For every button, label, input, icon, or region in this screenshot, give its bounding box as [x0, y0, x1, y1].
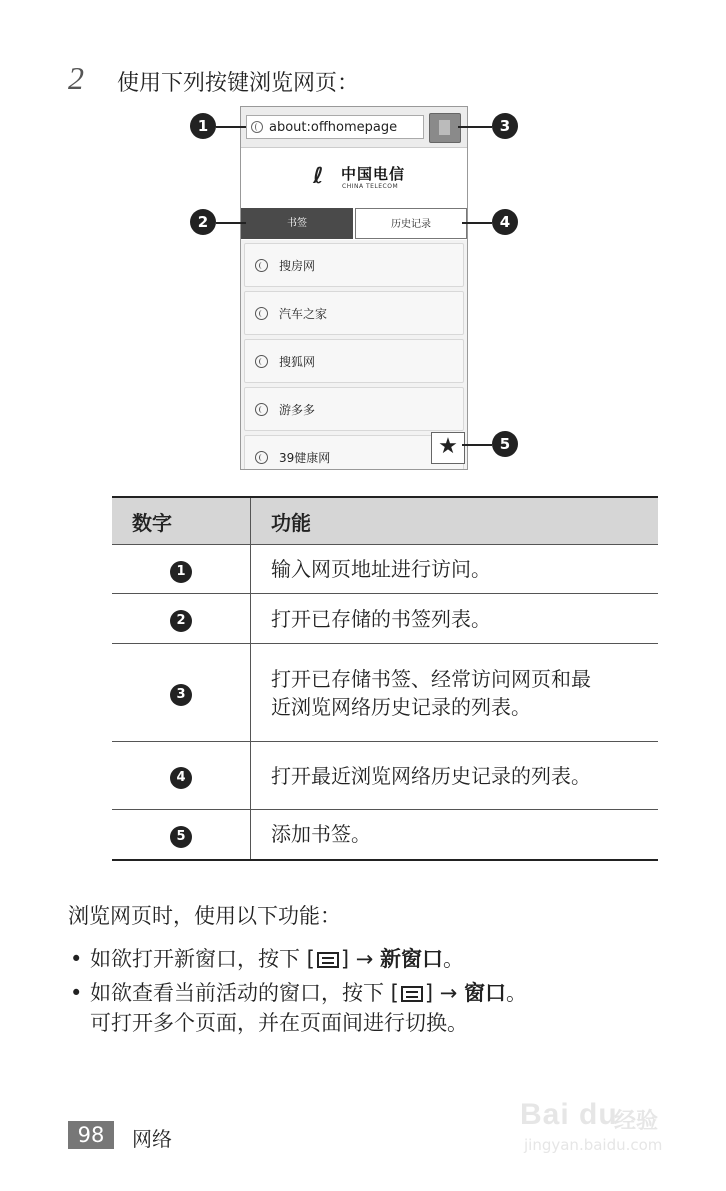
table-row	[112, 545, 658, 594]
bullet-list	[68, 944, 688, 1042]
row-function: 输入网页地址进行访问。	[251, 545, 659, 594]
row-function: 打开最近浏览网络历史记录的列表。	[251, 742, 659, 810]
intro-text: 浏览网页时，使用以下功能：	[68, 904, 341, 928]
menu-target: 新窗口	[380, 947, 444, 971]
bookmark-label: 游多多	[279, 403, 316, 417]
bullet-end: 。	[506, 981, 528, 1005]
row-number	[112, 545, 251, 594]
callout-line-1	[216, 126, 246, 128]
url-input[interactable]	[246, 115, 424, 139]
row-number	[112, 644, 251, 742]
number-badge: 3	[170, 684, 192, 706]
row-function: 添加书签。	[251, 810, 659, 860]
bookmark-label: 39健康网	[279, 451, 331, 465]
row-function: 打开已存储的书签列表。	[251, 594, 659, 644]
bookmark-label: 搜房网	[279, 259, 316, 273]
table-row	[112, 742, 658, 810]
tab-bar	[241, 208, 467, 240]
add-bookmark-button[interactable]	[431, 432, 465, 464]
table-row	[112, 594, 658, 644]
menu-key-icon	[317, 952, 339, 968]
tab-history[interactable]: 历史记录	[355, 208, 467, 239]
url-bar	[241, 107, 467, 148]
bullet-arrow: ] →	[424, 981, 465, 1005]
star-icon: ★	[438, 434, 458, 459]
header-function: 功能	[251, 497, 659, 545]
number-badge: 4	[170, 767, 192, 789]
china-telecom-logo	[241, 148, 467, 208]
bullet-item	[68, 978, 688, 1038]
logo-en-text: CHINA TELECOM	[342, 183, 399, 190]
table-header-row	[112, 497, 658, 545]
step-number: 2	[68, 60, 84, 96]
globe-icon	[251, 121, 263, 133]
bullet-arrow: ] →	[340, 947, 381, 971]
menu-target: 窗口	[464, 981, 507, 1005]
bullet-item	[68, 944, 688, 974]
watermark-url: jingyan.baidu.com	[524, 1136, 663, 1154]
globe-icon	[255, 403, 268, 416]
list-item[interactable]	[244, 339, 464, 383]
header-number: 数字	[112, 497, 251, 545]
watermark-brand: Bai du	[520, 1098, 618, 1131]
bullet-text: 如欲打开新窗口，按下 [	[90, 947, 315, 971]
number-badge: 1	[170, 561, 192, 583]
list-item[interactable]	[244, 387, 464, 431]
row-number	[112, 594, 251, 644]
callout-2: 2	[190, 209, 216, 235]
row-number	[112, 742, 251, 810]
menu-key-icon	[401, 986, 423, 1002]
number-badge: 2	[170, 610, 192, 632]
bullet-end: 。	[443, 947, 465, 971]
callout-line-5	[462, 444, 492, 446]
bullet-text: 如欲查看当前活动的窗口，按下 [	[90, 981, 399, 1005]
table-row	[112, 810, 658, 860]
table-row	[112, 644, 658, 742]
row-number	[112, 810, 251, 860]
callout-1: 1	[190, 113, 216, 139]
watermark-cn: 经验	[614, 1109, 659, 1134]
list-item[interactable]	[244, 291, 464, 335]
row-function: 打开已存储书签、经常访问网页和最近浏览网络历史记录的列表。	[251, 644, 659, 742]
bookmark-button[interactable]	[429, 113, 461, 143]
globe-icon	[255, 259, 268, 272]
logo-cn-text: 中国电信	[341, 165, 406, 183]
callout-line-2	[216, 222, 246, 224]
function-table	[112, 496, 658, 861]
step-text: 使用下列按键浏览网页：	[117, 71, 360, 96]
bookmark-label: 搜狐网	[279, 355, 316, 369]
globe-icon	[255, 451, 268, 464]
globe-icon	[255, 355, 268, 368]
bookmark-label: 汽车之家	[279, 307, 328, 321]
callout-3: 3	[492, 113, 518, 139]
list-item[interactable]	[244, 243, 464, 287]
section-title: 网络	[132, 1127, 172, 1151]
callout-5: 5	[492, 431, 518, 457]
telecom-logo-icon: ℓ	[313, 164, 324, 189]
callout-line-3	[458, 126, 492, 128]
bookmark-icon	[439, 120, 450, 135]
bullet-extra: 可打开多个页面，并在页面间进行切换。	[90, 1011, 468, 1035]
callout-4: 4	[492, 209, 518, 235]
page-number: 98	[68, 1121, 114, 1149]
browser-screenshot	[240, 106, 468, 470]
url-text: about:offhomepage	[269, 120, 398, 135]
globe-icon	[255, 307, 268, 320]
number-badge: 5	[170, 826, 192, 848]
tab-bookmarks[interactable]: 书签	[241, 208, 353, 239]
callout-line-4	[462, 222, 492, 224]
